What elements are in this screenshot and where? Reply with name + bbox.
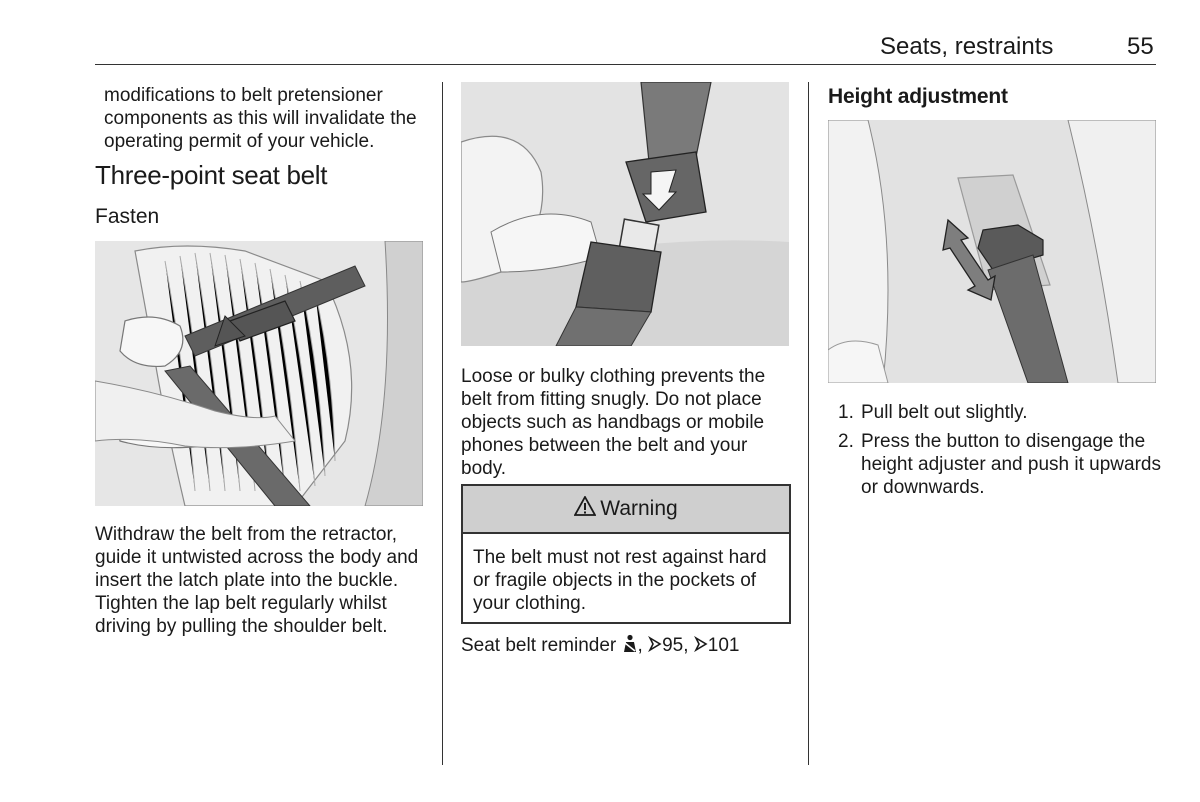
page-ref-95[interactable]: 95 [662, 635, 684, 656]
page-reference-icon [648, 635, 662, 658]
step-text: Press the button to disengage the height adjuster and push it upwards or downwards. [861, 431, 1161, 498]
fasten-instructions: Withdraw the belt from the retractor, guide it untwisted across the body and insert the latch plate into the buckle. Tighten the lap belt regularly whilst driving by pulling the shoulder belt. [95, 524, 419, 637]
steps-list [838, 401, 1168, 501]
page-ref-101[interactable]: 101 [707, 635, 740, 656]
continuation-text: modifications to belt pretensioner components as this will invalidate the operating permit of your vehicle. [104, 85, 417, 152]
step-number: 2. [838, 431, 854, 452]
section-title: Seats, restraints [880, 33, 1054, 60]
column-divider-1 [442, 82, 443, 765]
warning-box [461, 484, 791, 624]
reminder-label: Seat belt reminder [461, 635, 617, 656]
page-number: 55 [1127, 33, 1154, 60]
seat-belt-reminder-ref: Seat belt reminder , 95, 101 [461, 634, 740, 660]
warning-text: The belt must not rest against hard or fragile objects in the pockets of your clothing. [473, 547, 767, 614]
step-number: 1. [838, 402, 854, 423]
warning-triangle-icon [574, 496, 596, 522]
subheading-fasten: Fasten [95, 205, 160, 228]
column-divider-2 [808, 82, 809, 765]
page-reference-icon [694, 635, 708, 658]
header-rule [95, 64, 1156, 65]
warning-title: Warning [600, 497, 678, 520]
height-adjustment-heading: Height adjustment [828, 85, 1008, 108]
step-text: Pull belt out slightly. [861, 402, 1028, 423]
seat-belt-reminder-icon [622, 634, 638, 660]
warning-header [463, 486, 789, 534]
height-adjust-illustration [828, 120, 1156, 383]
fasten-illustration [95, 241, 423, 506]
buckle-illustration [461, 82, 789, 346]
section-heading: Three-point seat belt [95, 160, 328, 190]
clothing-note: Loose or bulky clothing prevents the belt from fitting snugly. Do not place objects such as handbags or mobile phones between the belt and your body. [461, 366, 766, 479]
